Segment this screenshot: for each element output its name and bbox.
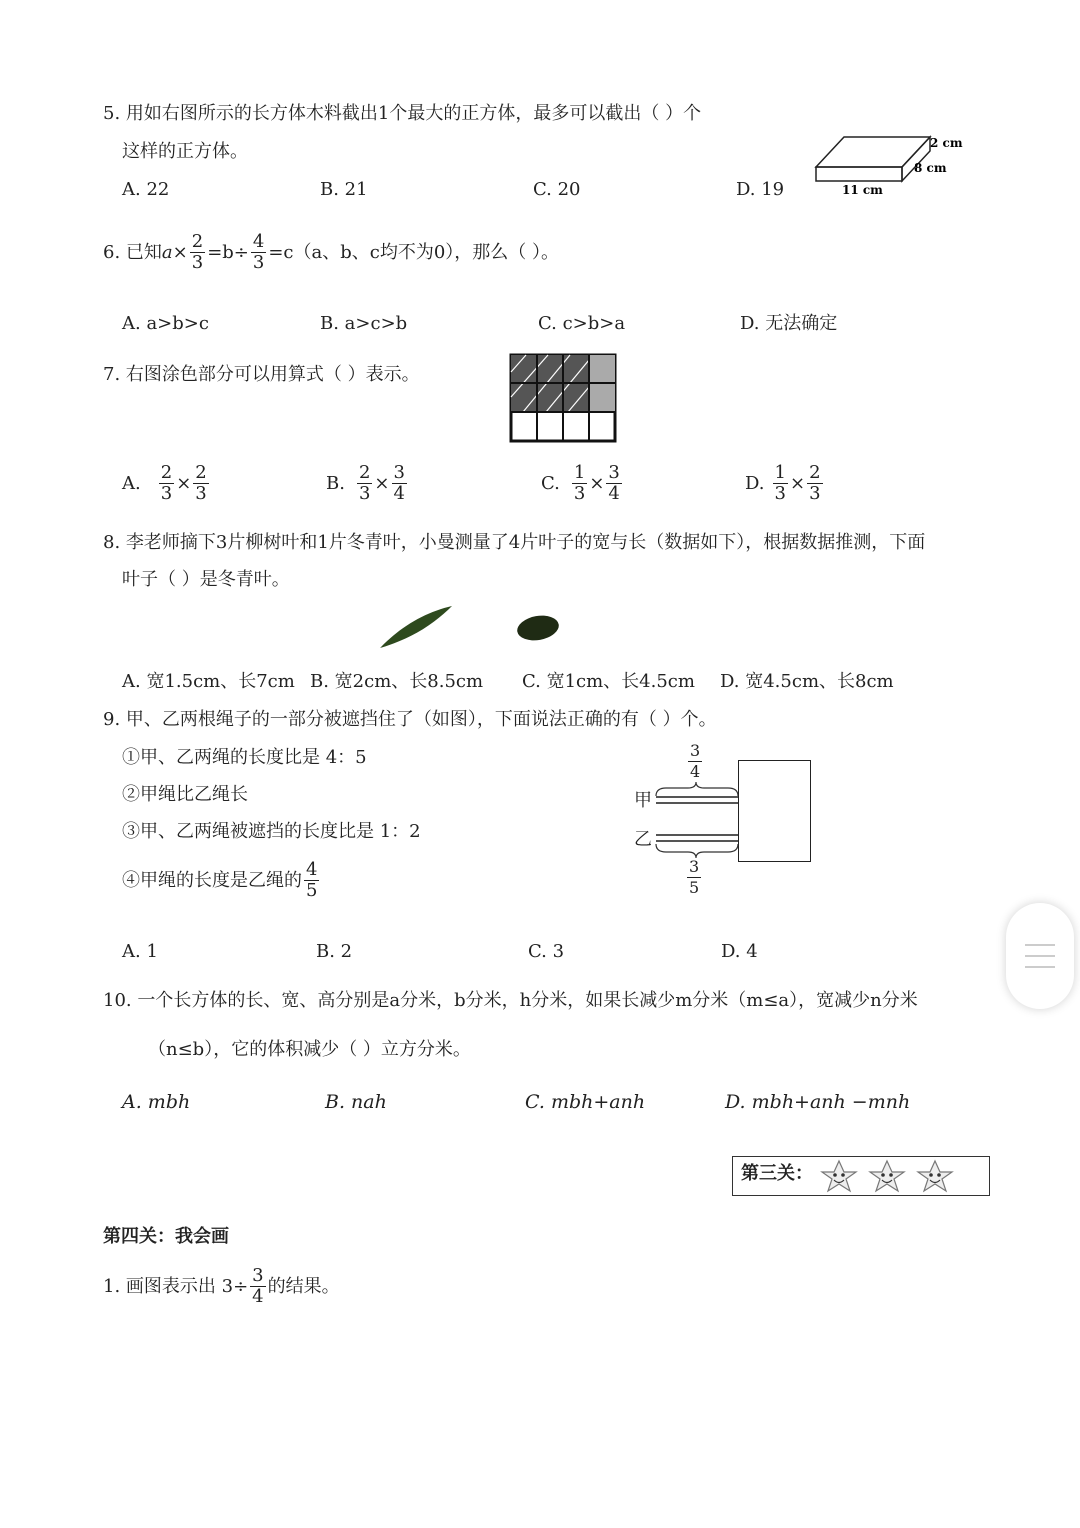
q7-stem: 7. 右图涂色部分可以用算式（ ）表示。 bbox=[103, 364, 420, 385]
willow-leaf-icon bbox=[380, 606, 452, 648]
q6-option-d[interactable]: D. 无法确定 bbox=[740, 313, 838, 334]
section4-q1: 1. 画图表示出 3÷ $\frac{3}{4}$ 的结果。 bbox=[103, 1265, 340, 1307]
menu-icon bbox=[1025, 944, 1055, 946]
holly-leaf-icon bbox=[515, 613, 561, 644]
q8-option-c[interactable]: C. 宽1cm、长4.5cm bbox=[522, 671, 695, 692]
q5-option-a[interactable]: A. 22 bbox=[122, 179, 170, 200]
q8-line2: 叶子（ ）是冬青叶。 bbox=[122, 569, 290, 590]
star-icon bbox=[870, 1161, 904, 1191]
section3-rating-box bbox=[732, 1156, 990, 1196]
q5-option-b[interactable]: B. 21 bbox=[320, 179, 368, 200]
q5-option-d[interactable]: D. 19 bbox=[736, 179, 785, 200]
q7-option-c[interactable]: C. $\frac{1}{3}$ × $\frac{3}{4}$ bbox=[541, 462, 620, 504]
q9-option-c[interactable]: C. 3 bbox=[528, 941, 565, 962]
q6-option-b[interactable]: B. a>c>b bbox=[320, 313, 408, 334]
q6-var-a: a bbox=[161, 241, 173, 263]
cuboid-height-label: 2 cm bbox=[930, 136, 963, 150]
star-rating bbox=[815, 1157, 975, 1195]
q10-line2: （n≤b），它的体积减少（ ）立方分米。 bbox=[148, 1039, 471, 1060]
star-icon bbox=[822, 1161, 856, 1191]
q9-option-b[interactable]: B. 2 bbox=[316, 941, 353, 962]
q9-statement-4: ④甲绳的长度是乙绳的 $\frac{4}{5}$ bbox=[122, 859, 318, 901]
q9-statement-2: ②甲绳比乙绳长 bbox=[122, 784, 248, 805]
q9-statement-3: ③甲、乙两绳被遮挡的长度比是 1：2 bbox=[122, 821, 421, 842]
q6-prefix: 6. 已知 bbox=[103, 241, 162, 263]
floating-menu-button[interactable] bbox=[1006, 903, 1074, 1009]
q6-suffix: =c（a、b、c均不为0），那么（ ）。 bbox=[268, 241, 559, 263]
q10-line1: 10. 一个长方体的长、宽、高分别是a分米，b分米，h分米，如果长减少m分米（m≤a），宽减少n分米 bbox=[103, 990, 918, 1011]
q8-option-a[interactable]: A. 宽1.5cm、长7cm bbox=[122, 671, 295, 692]
leaves-figure bbox=[376, 600, 566, 655]
q9-cover-box bbox=[738, 760, 811, 862]
q5-line2: 这样的正方体。 bbox=[122, 141, 248, 162]
q9-rope-a-fraction: $\frac{3}{4}$ bbox=[690, 741, 701, 781]
q10-option-a[interactable]: A. mbh bbox=[122, 1091, 191, 1113]
q6-times: × bbox=[172, 241, 188, 263]
q9-option-d[interactable]: D. 4 bbox=[721, 941, 758, 962]
cuboid-figure bbox=[808, 130, 968, 200]
q9-stem: 9. 甲、乙两根绳子的一部分被遮挡住了（如图），下面说法正确的有（ ）个。 bbox=[103, 709, 717, 730]
q9-statement-1: ①甲、乙两绳的长度比是 4：5 bbox=[122, 747, 367, 768]
q7-option-d[interactable]: D. $\frac{1}{3}$ × $\frac{2}{3}$ bbox=[745, 462, 821, 504]
q7-shaded-grid bbox=[508, 352, 618, 444]
q5-option-c[interactable]: C. 20 bbox=[533, 179, 581, 200]
q9-rope-a-label: 甲 bbox=[634, 790, 652, 811]
q6-frac-2: $\frac{4}{3}$ bbox=[252, 231, 265, 273]
section3-label: 第三关： bbox=[741, 1163, 813, 1184]
star-icon bbox=[918, 1161, 952, 1191]
q5-line1: 5. 用如右图所示的长方体木料截出1个最大的正方体，最多可以截出（ ）个 bbox=[103, 103, 702, 124]
q8-line1: 8. 李老师摘下3片柳树叶和1片冬青叶，小曼测量了4片叶子的宽与长（数据如下），根据数据推测，下面 bbox=[103, 532, 926, 553]
cuboid-length-label: 11 cm bbox=[842, 183, 883, 197]
q6-option-c[interactable]: C. c>b>a bbox=[538, 313, 626, 334]
q10-option-d[interactable]: D. mbh+anh −mnh bbox=[725, 1091, 911, 1113]
q7-option-a[interactable]: A. $\frac{2}{3}$ × $\frac{2}{3}$ bbox=[122, 462, 207, 504]
q7-option-b[interactable]: B. $\frac{2}{3}$ × $\frac{3}{4}$ bbox=[326, 462, 405, 504]
section4-title: 第四关：我会画 bbox=[103, 1226, 229, 1247]
q6-stem bbox=[103, 232, 559, 273]
cuboid-width-label: 8 cm bbox=[914, 161, 947, 175]
q9-rope-a-edge bbox=[656, 802, 738, 804]
q9-rope-b bbox=[656, 834, 738, 836]
q10-option-b[interactable]: B. nah bbox=[325, 1091, 387, 1113]
q6-option-a[interactable]: A. a>b>c bbox=[122, 313, 209, 334]
q9-rope-a bbox=[656, 796, 738, 798]
q10-option-c[interactable]: C. mbh+anh bbox=[525, 1091, 646, 1113]
q9-option-a[interactable]: A. 1 bbox=[122, 941, 158, 962]
q8-option-b[interactable]: B. 宽2cm、长8.5cm bbox=[310, 671, 484, 692]
q8-option-d[interactable]: D. 宽4.5cm、长8cm bbox=[720, 671, 894, 692]
q6-eqb: =b÷ bbox=[207, 241, 249, 263]
q9-rope-b-fraction: $\frac{3}{5}$ bbox=[689, 857, 700, 897]
q6-frac-1: $\frac{2}{3}$ bbox=[191, 231, 204, 273]
q9-rope-b-label: 乙 bbox=[634, 829, 652, 850]
